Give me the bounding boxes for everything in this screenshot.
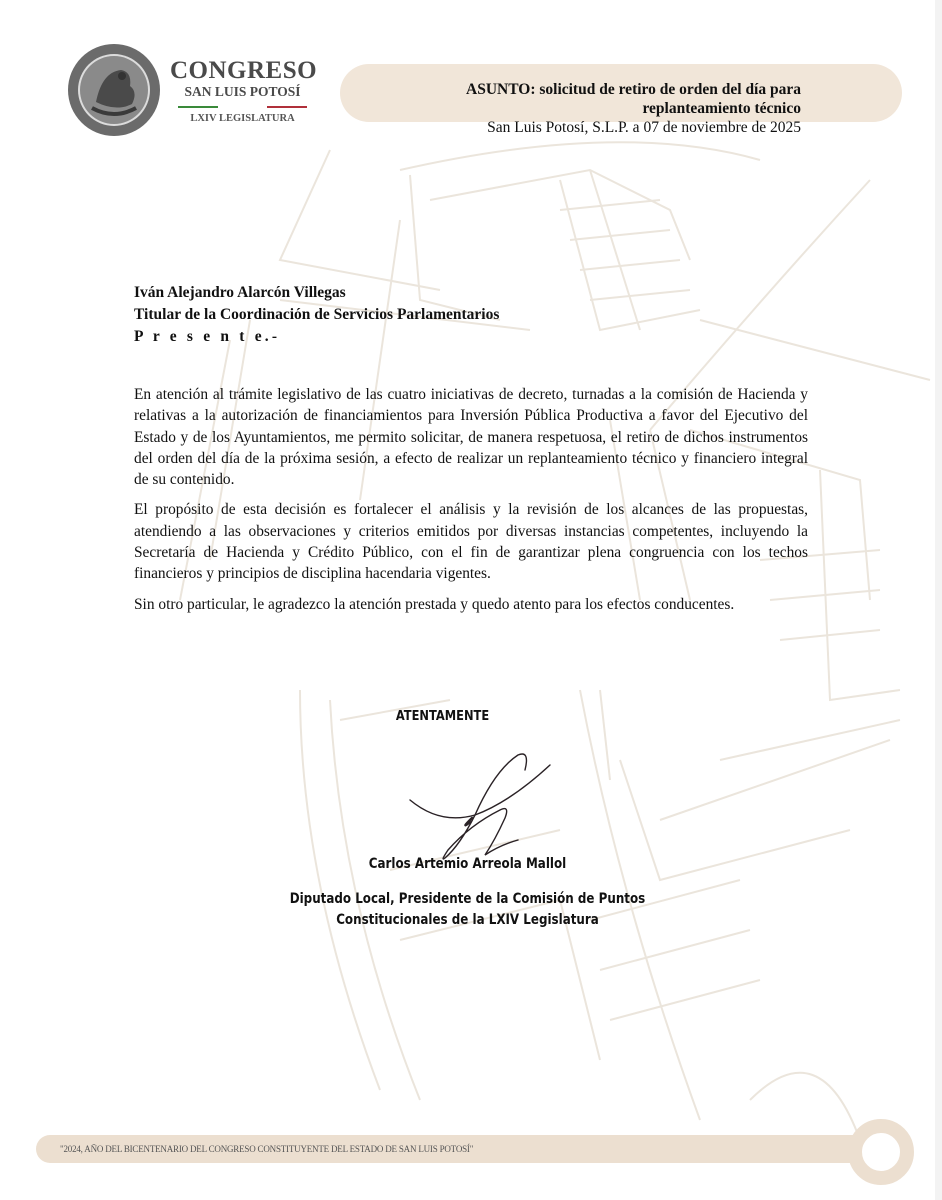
- logo-title: CONGRESO: [170, 57, 318, 84]
- subject-line-1: ASUNTO: solicitud de retiro de orden del día para: [466, 81, 801, 98]
- closing-salutation: ATENTAMENTE: [395, 709, 490, 724]
- logo-subtitle: SAN LUIS POTOSÍ: [184, 84, 301, 99]
- footer-motto: "2024, AÑO DEL BICENTENARIO DEL CONGRESO CONSTITUYENTE DEL ESTADO DE SAN LUIS POTOSÍ": [60, 1144, 474, 1154]
- addressee-position: Titular de la Coordinación de Servicios Parlamentarios: [134, 306, 500, 323]
- addressee-name: Iván Alejandro Alarcón Villegas: [134, 284, 346, 301]
- green-bar: [178, 106, 218, 108]
- greeting: P r e s e n t e.-: [134, 328, 281, 345]
- signer-title-line-2: Constitucionales de la LXIV Legislatura: [336, 912, 599, 928]
- handwritten-signature: [400, 740, 580, 870]
- national-seal-icon: [66, 42, 162, 138]
- body-paragraph: En atención al trámite legislativo de las cuatro iniciativas de decreto, turnadas a la comisión de Hacienda y relativas a la autorización de financiamientos para Inversión Pública Productiva a favor del Ejecutivo del Estado y de los Ayuntamientos, me permito solicitar, de manera respetuosa, el retiro de dichos instrumentos del orden del día de la próxima sesión, a efecto de realizar un replanteamiento técnico y financiero integral de su contenido.: [134, 386, 808, 489]
- logo-color-bars: [178, 106, 307, 108]
- letter-date: San Luis Potosí, S.L.P. a 07 de noviembre de 2025: [487, 119, 801, 136]
- signer-name: Carlos Artemio Arreola Mallol: [368, 856, 567, 872]
- body-paragraph: Sin otro particular, le agradezco la atención prestada y quedo atento para los efectos conducentes.: [134, 595, 735, 613]
- subject-block: [466, 80, 801, 137]
- signer-title: [70, 889, 865, 931]
- red-bar: [267, 106, 307, 108]
- footer-ring-ornament: [848, 1119, 914, 1185]
- letter-body: [134, 384, 808, 624]
- body-paragraph: El propósito de esta decisión es fortalecer el análisis y la revisión de los alcances de las propuestas, atendiendo a las observaciones y criterios emitidos por diversas instancias competentes, incluyendo la Secretaría de Hacienda y Crédito Público, con el fin de garantizar plena congruencia con los techos financieros y principios de disciplina hacendaria vigentes.: [134, 501, 808, 583]
- logo-legislature: LXIV LEGISLATURA: [190, 113, 295, 124]
- addressee-block: [134, 282, 499, 348]
- signer-title-line-1: Diputado Local, Presidente de la Comisión de Puntos: [289, 891, 646, 907]
- subject-line-2: replanteamiento técnico: [642, 100, 801, 117]
- congress-logo: [170, 57, 318, 125]
